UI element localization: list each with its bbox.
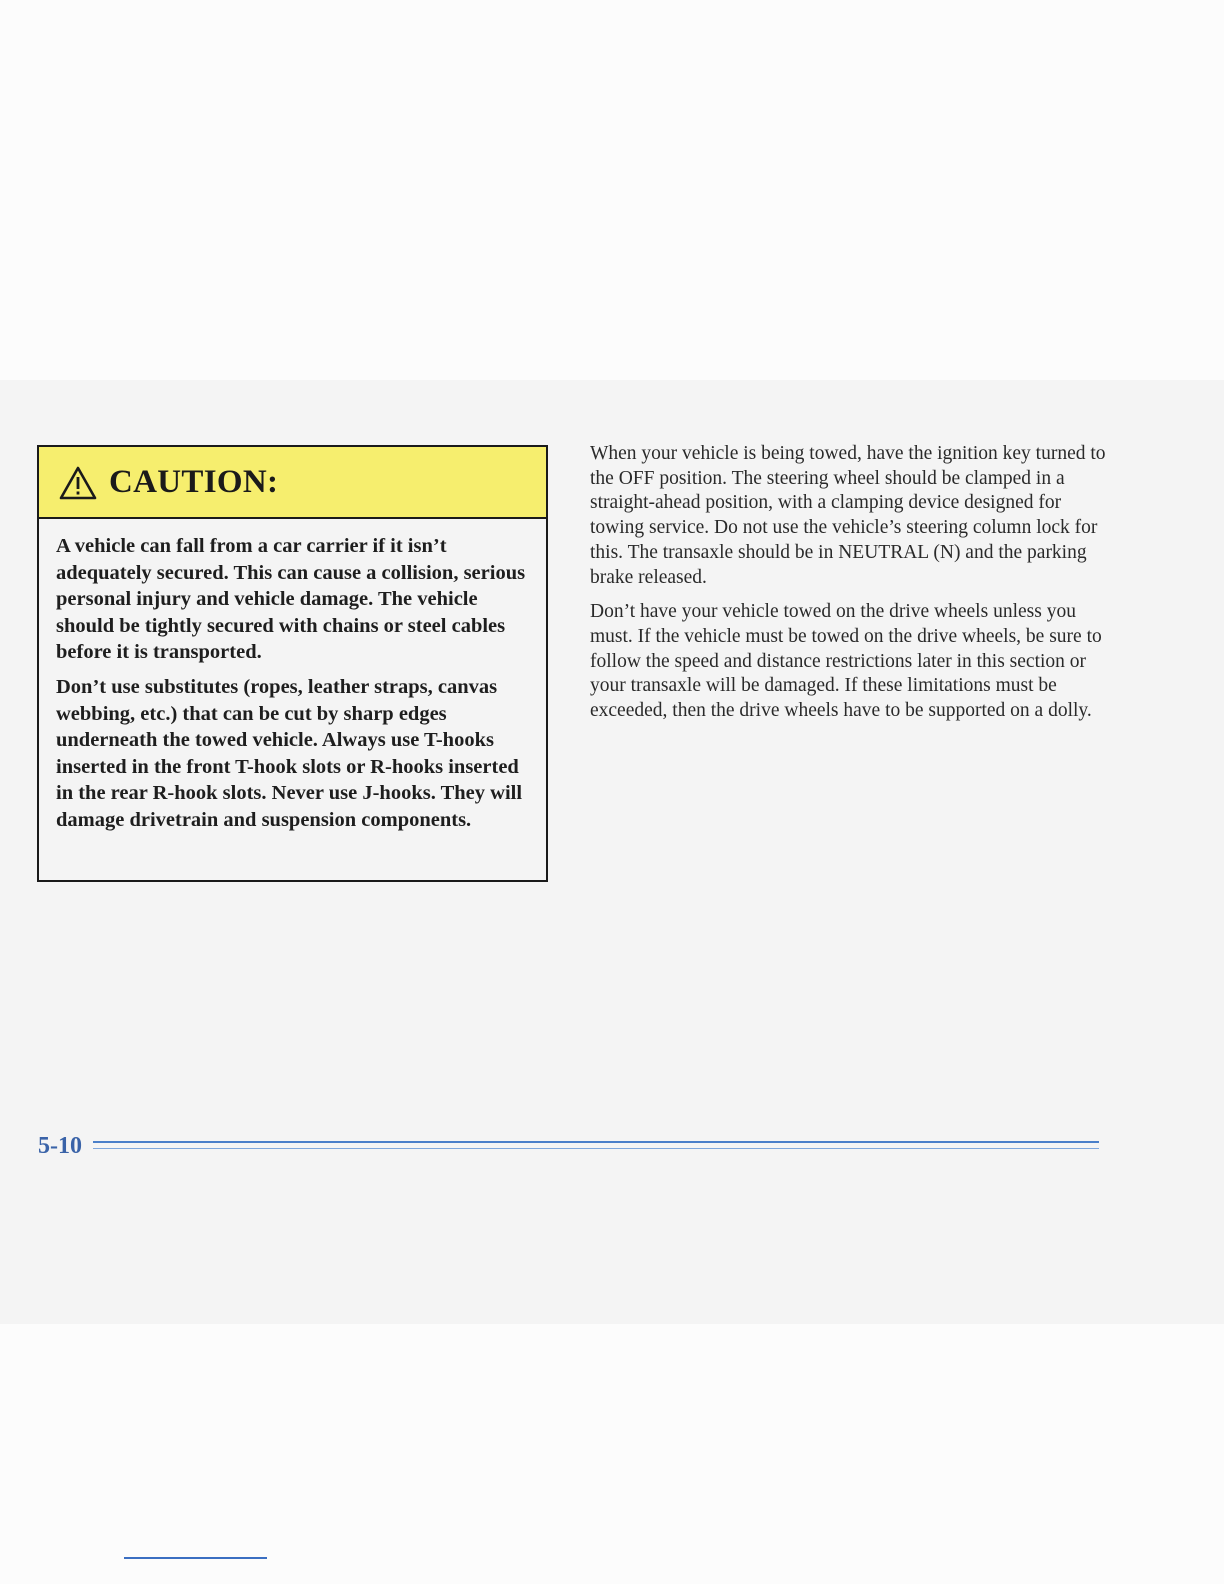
footer-rule-line	[93, 1141, 1099, 1143]
body-paragraph: Don’t have your vehicle towed on the drive wheels unless you must. If the vehicle must be towed on the drive wheels, be sure to follow the speed and distance restrictions later in this section or your transaxle will be damaged. If these limitations must be exceeded, then the drive wheels have to be supported on a dolly.	[590, 601, 1102, 722]
caution-header	[39, 447, 546, 519]
warning-triangle-icon	[59, 466, 97, 500]
caution-body	[39, 519, 546, 834]
caution-paragraph: A vehicle can fall from a car carrier if it isn’t adequately secured. This can cause a collision, serious personal injury and vehicle damage. The vehicle should be tightly secured with chains or steel cables before it is transported.	[56, 535, 526, 664]
footer-rule-line	[93, 1148, 1099, 1149]
bottom-divider	[124, 1557, 267, 1559]
body-text-column	[590, 442, 1110, 734]
footer-rule	[93, 1141, 1099, 1153]
caution-box	[37, 445, 548, 882]
body-paragraph: When your vehicle is being towed, have the ignition key turned to the OFF position. The steering wheel should be clamped in a straight-ahead position, with a clamping device designed for towing service. Do not use the vehicle’s steering column lock for this. The transaxle should be in NEUTRAL (N) and the parking brake released.	[590, 443, 1106, 588]
caution-paragraph: Don’t use substitutes (ropes, leather straps, canvas webbing, etc.) that can be cut by sharp edges underneath the towed vehicle. Always use T-hooks inserted in the front T-hook slots or R-hooks inserted in the rear R-hook slots. Never use J-hooks. They will damage drivetrain and suspension components.	[56, 675, 523, 831]
page-number: 5-10	[38, 1133, 82, 1159]
caution-title: CAUTION:	[109, 463, 279, 500]
